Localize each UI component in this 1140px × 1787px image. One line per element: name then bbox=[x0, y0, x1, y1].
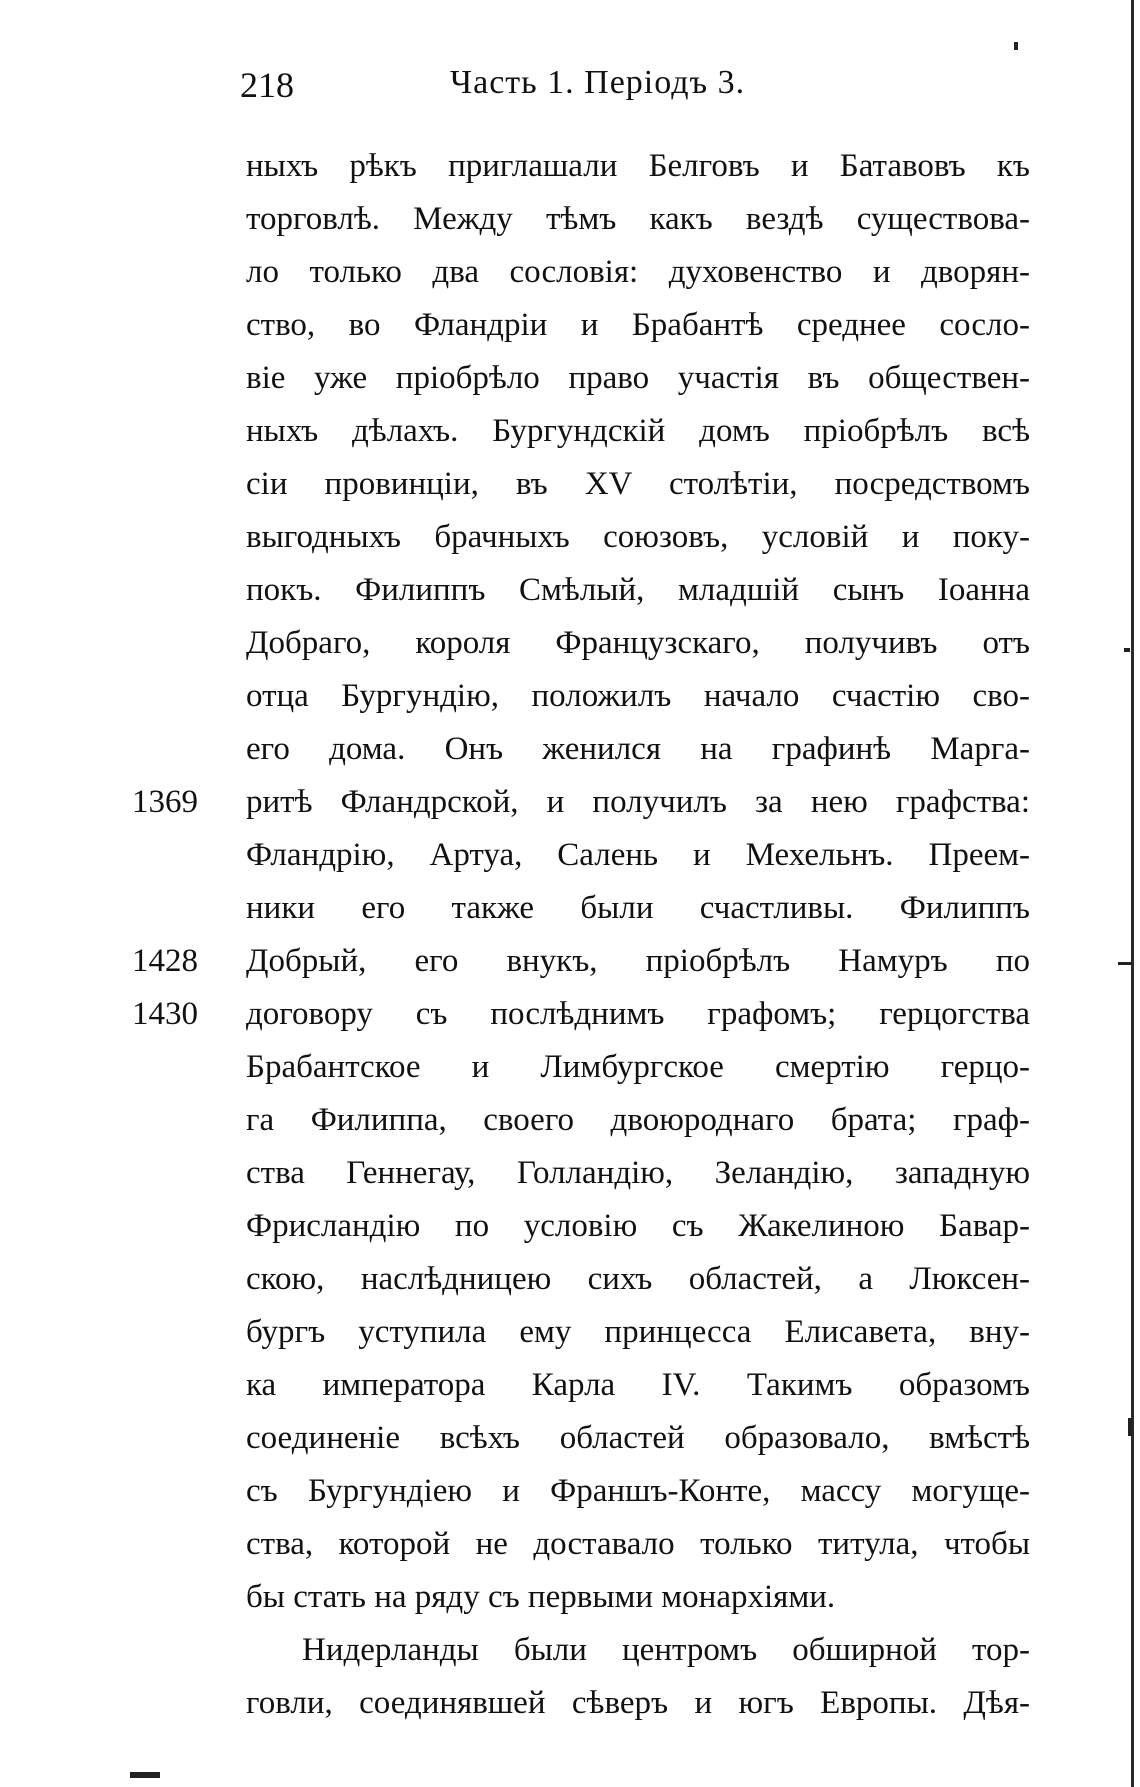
body-text bbox=[246, 140, 1030, 1730]
text-line: выгодныхъ брачныхъ союзовъ, условій и поку- bbox=[246, 519, 1030, 555]
text-line: говли, соединявшей сѣверъ и югъ Европы. Дѣя- bbox=[246, 1685, 1030, 1721]
text-line: Фрисландію по условію съ Жакелиною Бавар- bbox=[246, 1208, 1030, 1244]
paragraph-first-line: Нидерланды были центромъ обширной тор- bbox=[302, 1632, 1030, 1668]
margin-year: 1369 bbox=[132, 784, 198, 820]
text-line: сіи провинціи, въ XV столѣтіи, посредствомъ bbox=[246, 466, 1030, 502]
text-line: покъ. Филиппъ Смѣлый, младшій сынъ Іоанна bbox=[246, 572, 1030, 608]
text-line: договору съ послѣднимъ графомъ; герцогства bbox=[246, 996, 1030, 1032]
margin-year: 1430 bbox=[132, 996, 198, 1032]
page-edge-rule bbox=[1131, 0, 1134, 1787]
scan-speck bbox=[130, 1772, 160, 1778]
text-line: съ Бургундіею и Франшъ-Конте, массу могуще- bbox=[246, 1473, 1030, 1509]
text-line: ники его также были счастливы. Филиппъ bbox=[246, 890, 1030, 926]
text-line: скою, наслѣдницею сихъ областей, а Люксен- bbox=[246, 1261, 1030, 1297]
text-line: га Филиппа, своего двоюроднаго брата; граф- bbox=[246, 1102, 1030, 1138]
text-line: соединеніе всѣхъ областей образовало, вмѣстѣ bbox=[246, 1420, 1030, 1456]
text-line: бы стать на ряду съ первыми монархіями. bbox=[246, 1579, 836, 1615]
text-line: ства, которой не доставало только титула, чтобы bbox=[246, 1526, 1030, 1562]
text-line: ство, во Фландріи и Брабантѣ среднее сосло- bbox=[246, 307, 1030, 343]
text-line: Добрый, его внукъ, пріобрѣлъ Намуръ по bbox=[246, 943, 1030, 979]
scan-speck bbox=[1118, 962, 1132, 965]
scan-speck bbox=[1014, 42, 1018, 50]
margin-year: 1428 bbox=[132, 943, 198, 979]
running-title: Часть 1. Періодъ 3. bbox=[450, 64, 746, 101]
text-line: Брабантское и Лимбургское смертію герцо- bbox=[246, 1049, 1030, 1085]
text-line: торговлѣ. Между тѣмъ какъ вездѣ существова- bbox=[246, 201, 1030, 237]
text-line: Фландрію, Артуа, Салень и Мехельнъ. Преем- bbox=[246, 837, 1030, 873]
scan-speck bbox=[1128, 1418, 1132, 1436]
page-number: 218 bbox=[240, 65, 294, 105]
text-line: ка императора Карла IV. Такимъ образомъ bbox=[246, 1367, 1030, 1403]
text-line: его дома. Онъ женился на графинѣ Марга- bbox=[246, 731, 1030, 767]
text-line: віе уже пріобрѣло право участія въ обществен- bbox=[246, 360, 1030, 396]
text-line: ныхъ дѣлахъ. Бургундскій домъ пріобрѣлъ всѣ bbox=[246, 413, 1030, 449]
text-line: Добраго, короля Французскаго, получивъ отъ bbox=[246, 625, 1030, 661]
text-line: отца Бургундію, положилъ начало счастію сво- bbox=[246, 678, 1030, 714]
text-line: ства Геннегау, Голландію, Зеландію, западную bbox=[246, 1155, 1030, 1191]
text-line: ныхъ рѣкъ приглашали Белговъ и Батавовъ къ bbox=[246, 148, 1030, 184]
scan-speck bbox=[1124, 648, 1130, 652]
text-line: бургъ уступила ему принцесса Елисавета, вну- bbox=[246, 1314, 1030, 1350]
text-line: ло только два сословія: духовенство и дворян- bbox=[246, 254, 1030, 290]
page-header bbox=[240, 64, 800, 116]
text-line: ритѣ Фландрской, и получилъ за нею графства: bbox=[246, 784, 1030, 820]
